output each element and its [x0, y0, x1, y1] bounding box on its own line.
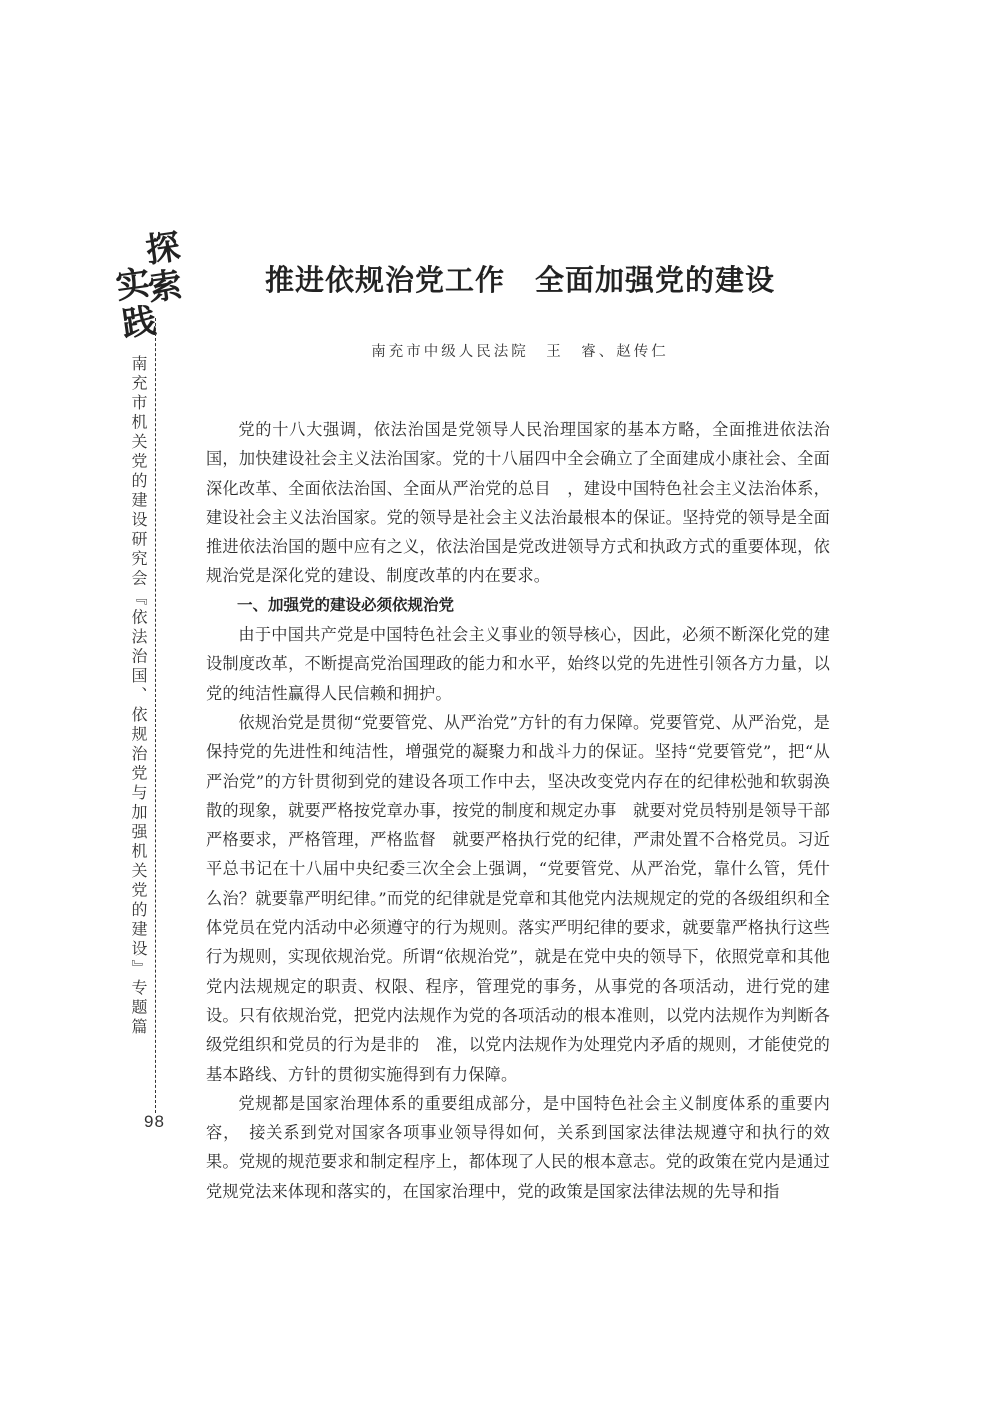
section-heading-1: 一、加强党的建设必须依规治党	[237, 595, 455, 614]
page-number: 98	[144, 1112, 165, 1131]
paragraph-4: 党规都是国家治理体系的重要组成部分，是中国特色社会主义制度体系的重要内容， 接关系到党对国家各项事业领导得如何，关系到国家法律法规遵守和执行的效果。党规的规范要求和制定程序上，都体现了人民的根本意志。党的政策在党内是通过党规党法来体现和落实的，在国家治理中，党的政策是国家法律法规的先导和指	[206, 1093, 830, 1201]
brand-char-4: 践	[119, 300, 159, 346]
paragraph-intro: 党的十八大强调，依法治国是党领导人民治理国家的基本方略，全面推进依法治国，加快建设社会主义法治国家。党的十八届四中全会确立了全面建成小康社会、全面深化改革、全面依法治国、全面从严治党的总目 ，建设中国特色社会主义法治体系，建设社会主义法治国家。党的领导是社会主义法治最根本的保证。坚持党的领导是全面推进依法治国的题中应有之义，依法治国是党改进领导方式和执政方式的重要体现，依规治党是深化党的建设、制度改革的内在要求。	[206, 420, 830, 586]
article-author: 南充市中级人民法院 王 睿、赵传仁	[371, 344, 669, 360]
paragraph-3: 依规治党是贯彻“党要管党、从严治党”方针的有力保障。党要管党、从严治党，是保持党的先进性和纯洁性，增强党的凝聚力和战斗力的保证。坚持“党要管党”，把“从严治党”的方针贯彻到党的建设各项工作中去，坚决改变党内存在的纪律松弛和软弱涣散的现象，就要严格按党章办事，按党的制度和规定办事 就要对党员特别是领导干部严格要求，严格管理，严格监督 就要严格执行党的纪律，严肃处置不合格党员。习近平总书记在十八届中央纪委三次全会上强调，“党要管党、从严治党，靠什么管，凭什么治？就要靠严明纪律。”而党的纪律就是党章和其他党内法规规定的党的各级组织和全体党员在党内活动中必须遵守的行为规则。落实严明纪律的要求，就要靠严格执行这些行为规则，实现依规治党。所谓“依规治党”，就是在党中央的领导下，依照党章和其他党内法规规定的职责、权限、程序，管理党的事务，从事党的各项活动，进行党的建设。只有依规治党，把党内法规作为党的各项活动的根本准则，以党内法规作为判断各级党组织和党员的行为是非的 准，以党内法规作为处理党内矛盾的规则，才能使党的基本路线、方针的贯彻实施得到有力保障。	[206, 712, 830, 1084]
article-body	[206, 415, 830, 1206]
brand-char-3: 索	[145, 264, 185, 310]
brand-char-1: 探	[143, 226, 183, 272]
brand-char-2: 实	[113, 262, 153, 308]
paragraph-2: 由于中国共产党是中国特色社会主义事业的领导核心，因此，必须不断深化党的建设制度改革，不断提高党治国理政的能力和水平，始终以党的先进性引领各方力量，以党的纯洁性赢得人民信赖和拥护。	[206, 625, 830, 703]
article-title: 推进依规治党工作 全面加强党的建设	[264, 263, 775, 297]
side-column-title: 南充市机关党的建设研究会『依法治国、依规治党与加强机关党的建设』专题篇	[129, 355, 148, 1038]
brand-logo	[112, 226, 185, 346]
margin-dashed-divider	[155, 318, 156, 1113]
